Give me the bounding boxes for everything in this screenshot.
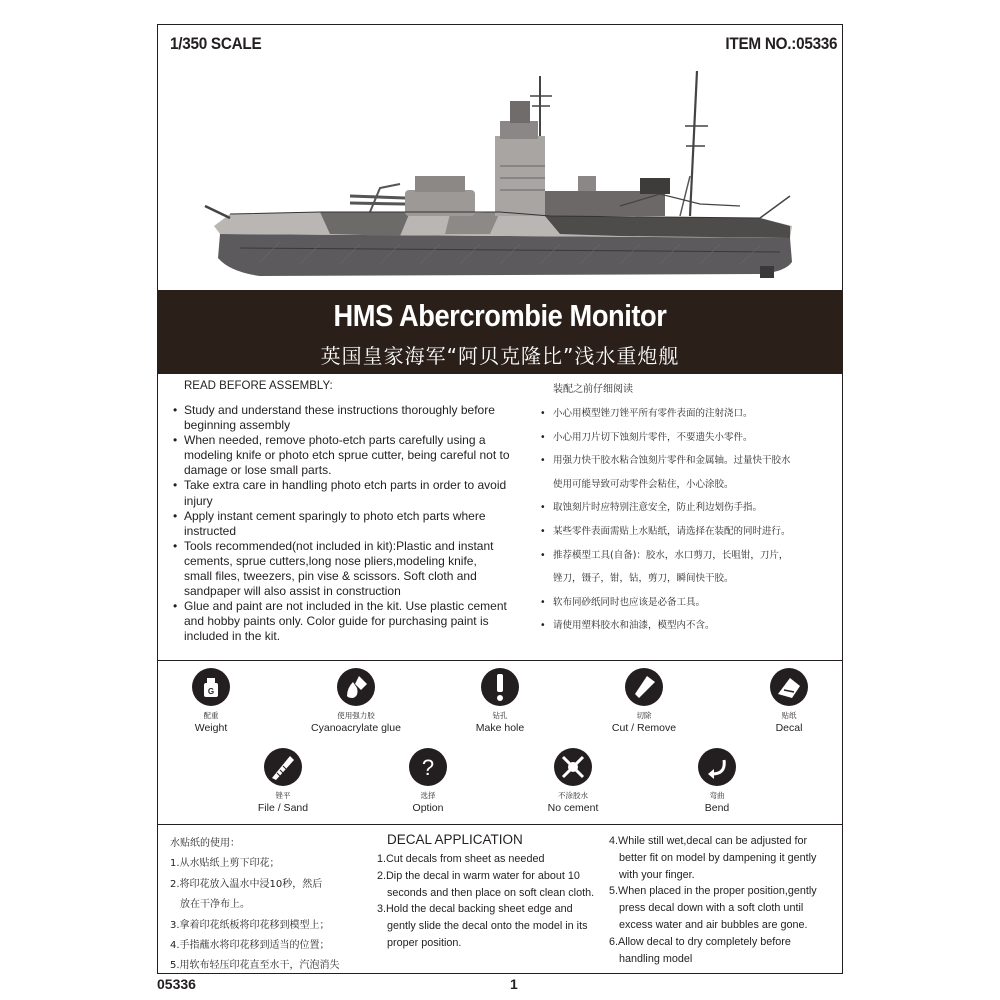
hull-lower: [218, 234, 792, 276]
list-item: • 取蚀刻片时应特别注意安全，防止利边划伤手指。: [540, 496, 835, 520]
camo-patch: [545, 216, 790, 238]
symbol-make-hole: 钻孔 Make hole: [440, 668, 560, 734]
decal-instructions-en-left: 1.Cut decals from sheet as needed 2.Dip the decal in warm water for about 10 seconds and then place on soft clean cloth. 3.Hold the decal backing sheet edge and gently slide the decal onto the model in its proper position.: [377, 853, 595, 949]
svg-text:?: ?: [421, 755, 435, 780]
list-item: • 请使用塑料胶水和油漆，模型内不含。: [540, 614, 835, 638]
svg-text:G: G: [207, 687, 215, 696]
list-item: • When needed, remove photo-etch parts carefully using a modeling knife or photo etch sprue cutter, being careful not to damage or lose small parts.: [173, 433, 535, 478]
symbol-cut-remove: 切除 Cut / Remove: [584, 668, 704, 734]
decal-instructions-en-right: 4.While still wet,decal can be adjusted for better fit on model by dampening it gently with your finger. 5.When placed in the proper position,gently press decal down with a soft cloth until excess water and air bubbles are gone. 6.Allow decal to dry completely before handling model: [609, 835, 817, 965]
symbol-weight: G 配重 Weight: [151, 668, 271, 734]
divider: [157, 824, 843, 825]
glue-drop-icon: [337, 668, 375, 706]
read-before-list: [173, 403, 535, 645]
list-item: • Take extra care in handling photo etch parts in order to avoid injury: [173, 478, 535, 508]
symbol-decal: 贴纸 Decal: [729, 668, 849, 734]
item-number: ITEM NO.:05336: [725, 34, 837, 53]
bridge-tower: [495, 136, 545, 216]
bend-arrow-icon: [698, 748, 736, 786]
weight-icon: [192, 668, 230, 706]
mainmast: [690, 71, 697, 216]
list-item: • Apply instant cement sparingly to photo etch parts where instructed: [173, 509, 535, 539]
ship-illustration: [200, 66, 800, 286]
read-before-cn-list: [540, 402, 835, 638]
list-item: • Glue and paint are not included in the kit. Use plastic cement and hobby paints only. Color guide for purchasing paint is included in the kit.: [173, 599, 535, 644]
list-item: • 推荐模型工具(自备)：胶水，水口剪刀，长咀钳，刀片， 锉刀，镊子，钳，钻，剪刀，瞬间快干胶。: [540, 544, 835, 591]
bow-crane: [205, 206, 230, 218]
list-item: • 用强力快干胶水粘合蚀刻片零件和金属轴。过量快干胶水 使用可能导致可动零件会粘住，小心涂胶。: [540, 449, 835, 496]
list-item: • Study and understand these instructions thoroughly before beginning assembly: [173, 403, 535, 433]
list-item: • Tools recommended(not included in kit):Plastic and instant cements, sprue cutters,long nose pliers,modeling knife, small files, tweezers, pin vise & scissors. Soft cloth and sandpaper will also assist in construction: [173, 539, 535, 599]
question-icon: [409, 748, 447, 786]
title-banner: [157, 290, 843, 374]
footer-item-code: 05336: [157, 976, 196, 992]
symbol-file-sand: 锉平 File / Sand: [223, 748, 343, 814]
model-title: HMS Abercrombie Monitor: [333, 298, 667, 333]
list-item: • 小心用刀片切下蚀刻片零件，不要遗失小零件。: [540, 426, 835, 450]
read-before-heading: READ BEFORE ASSEMBLY:: [184, 380, 333, 392]
scale-label: 1/350 SCALE: [170, 34, 262, 53]
symbol-option: ? 选择 Option: [368, 748, 488, 814]
no-cement-icon: [554, 748, 592, 786]
knife-cut-icon: [625, 668, 663, 706]
decal-application-heading: DECAL APPLICATION: [387, 832, 523, 847]
divider: [157, 660, 843, 661]
symbol-no-cement: 不涂胶水 No cement: [513, 748, 633, 814]
camo-patch: [320, 212, 410, 236]
symbol-glue: 使用强力胶 Cyanoacrylate glue: [296, 668, 416, 734]
decal-icon: [770, 668, 808, 706]
list-item: • 小心用模型锉刀锉平所有零件表面的注射浇口。: [540, 402, 835, 426]
drill-icon: [481, 668, 519, 706]
main-guns: [350, 196, 405, 204]
list-item: • 某些零件表面需贴上水贴纸，请选择在装配的同时进行。: [540, 520, 835, 544]
file-icon: [264, 748, 302, 786]
read-before-cn-heading: 装配之前仔细阅读: [553, 384, 633, 395]
decal-instructions-cn: 水贴纸的使用： 1.从水贴纸上剪下印花； 2.将印花放入温水中浸10秒，然后 放在干净布上。 3.拿着印花纸板将印花移到模型上； 4.手指蘸水将印花移到适当的位置； 5.用软布轻压印花直至水干，汽泡消失: [170, 838, 340, 972]
page-number: 1: [510, 976, 518, 992]
symbol-bend: 弯曲 Bend: [657, 748, 777, 814]
list-item: • 软布同砂纸同时也应该是必备工具。: [540, 591, 835, 615]
model-subtitle: 英国皇家海军“阿贝克隆比”浅水重炮舰: [320, 344, 680, 368]
